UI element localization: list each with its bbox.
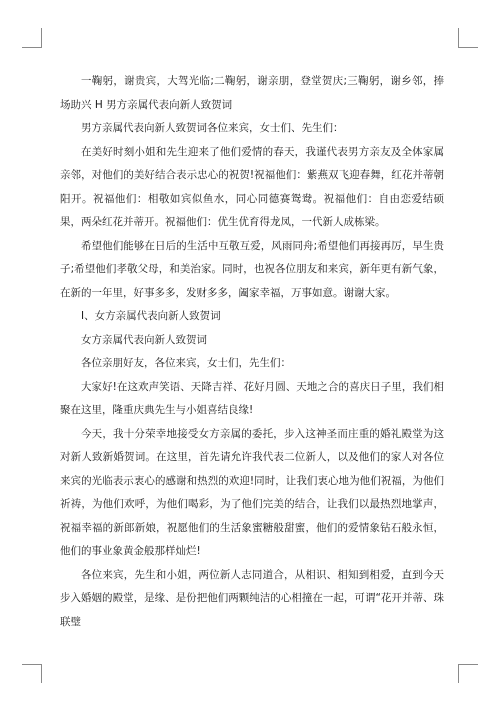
crop-mark-bottom-right-v (458, 664, 459, 683)
paragraph: 各位亲朋好友，各位来宾，女士们，先生们： (81, 357, 291, 369)
crop-mark-top-right-h (458, 47, 478, 48)
paragraph: 在美好时刻小姐和先生迎来了他们爱情的春天，我谨代表男方亲友及全体家属亲邻，对他们的美好结合表示忠心的祝贺!祝福他们：紫燕双飞迎春舞，红花并蒂朝阳开。祝福他们：相敬如宾似鱼水，同心同德赛鸳鸯。祝福他们：自由恋爱结硕果，两朵红花并蒂开。祝福他们：优生优育得龙凤，一代新人成栋梁。 (60, 145, 444, 228)
paragraph: 希望他们能够在日后的生活中互敬互爱，风雨同舟;希望他们再接再厉，早生贵子;希望他们孝敬父母，和美治家。同时，也祝各位朋友和来宾，新年更有新气象，在新的一年里，好事多多，发财多多，阖家幸福，万事如意。谢谢大家。 (60, 239, 444, 299)
paragraph: 各位来宾，先生和小姐，两位新人志同道合，从相识、相知到相爱，直到今天步入婚姻的殿堂，是缘、是份把他们两颗纯洁的心相撞在一起，可谓“花开并蒂、珠联璧 (60, 568, 444, 628)
crop-mark-top-left-h (22, 47, 42, 48)
crop-mark-top-left-v (41, 28, 42, 47)
paragraph: 男方亲属代表向新人致贺词各位来宾，女士们、先生们： (81, 122, 344, 134)
crop-mark-bottom-left-v (41, 664, 42, 683)
paragraph: 一鞠躬，谢贵宾，大驾光临;二鞠躬，谢亲朋，登堂贺庆;三鞠躬，谢乡邻，捧场助兴 H 男方亲属代表向新人致贺词 (60, 75, 444, 111)
paragraph: 大家好!在这欢声笑语、天降吉祥、花好月圆、天地之合的喜庆日子里，我们相聚在这里，隆重庆典先生与小姐喜结良缘! (60, 380, 444, 416)
paragraph: 今天，我十分荣幸地接受女方亲属的委托，步入这神圣而庄重的婚礼殿堂为这对新人致新婚贺词。在这里，首先请允许我代表二位新人，以及他们的家人对各位来宾的光临表示衷心的感谢和热烈的欢迎!同时，让我们衷心地为他们祝福，为他们祈祷，为他们欢呼，为他们喝彩，为了他们完美的结合，让我们以最热烈地掌声，祝福幸福的新郎新娘，祝愿他们的生活象蜜糖般甜蜜，他们的爱情象钻石般永恒，他们的事业象黄金般那样灿烂! (60, 427, 444, 557)
crop-mark-bottom-left-h (22, 664, 42, 665)
crop-mark-bottom-right-h (458, 664, 478, 665)
document-body (60, 70, 444, 634)
paragraph: 女方亲属代表向新人致贺词 (81, 333, 207, 346)
section-heading: I、女方亲属代表向新人致贺词 (81, 310, 221, 322)
crop-mark-top-right-v (458, 28, 459, 47)
